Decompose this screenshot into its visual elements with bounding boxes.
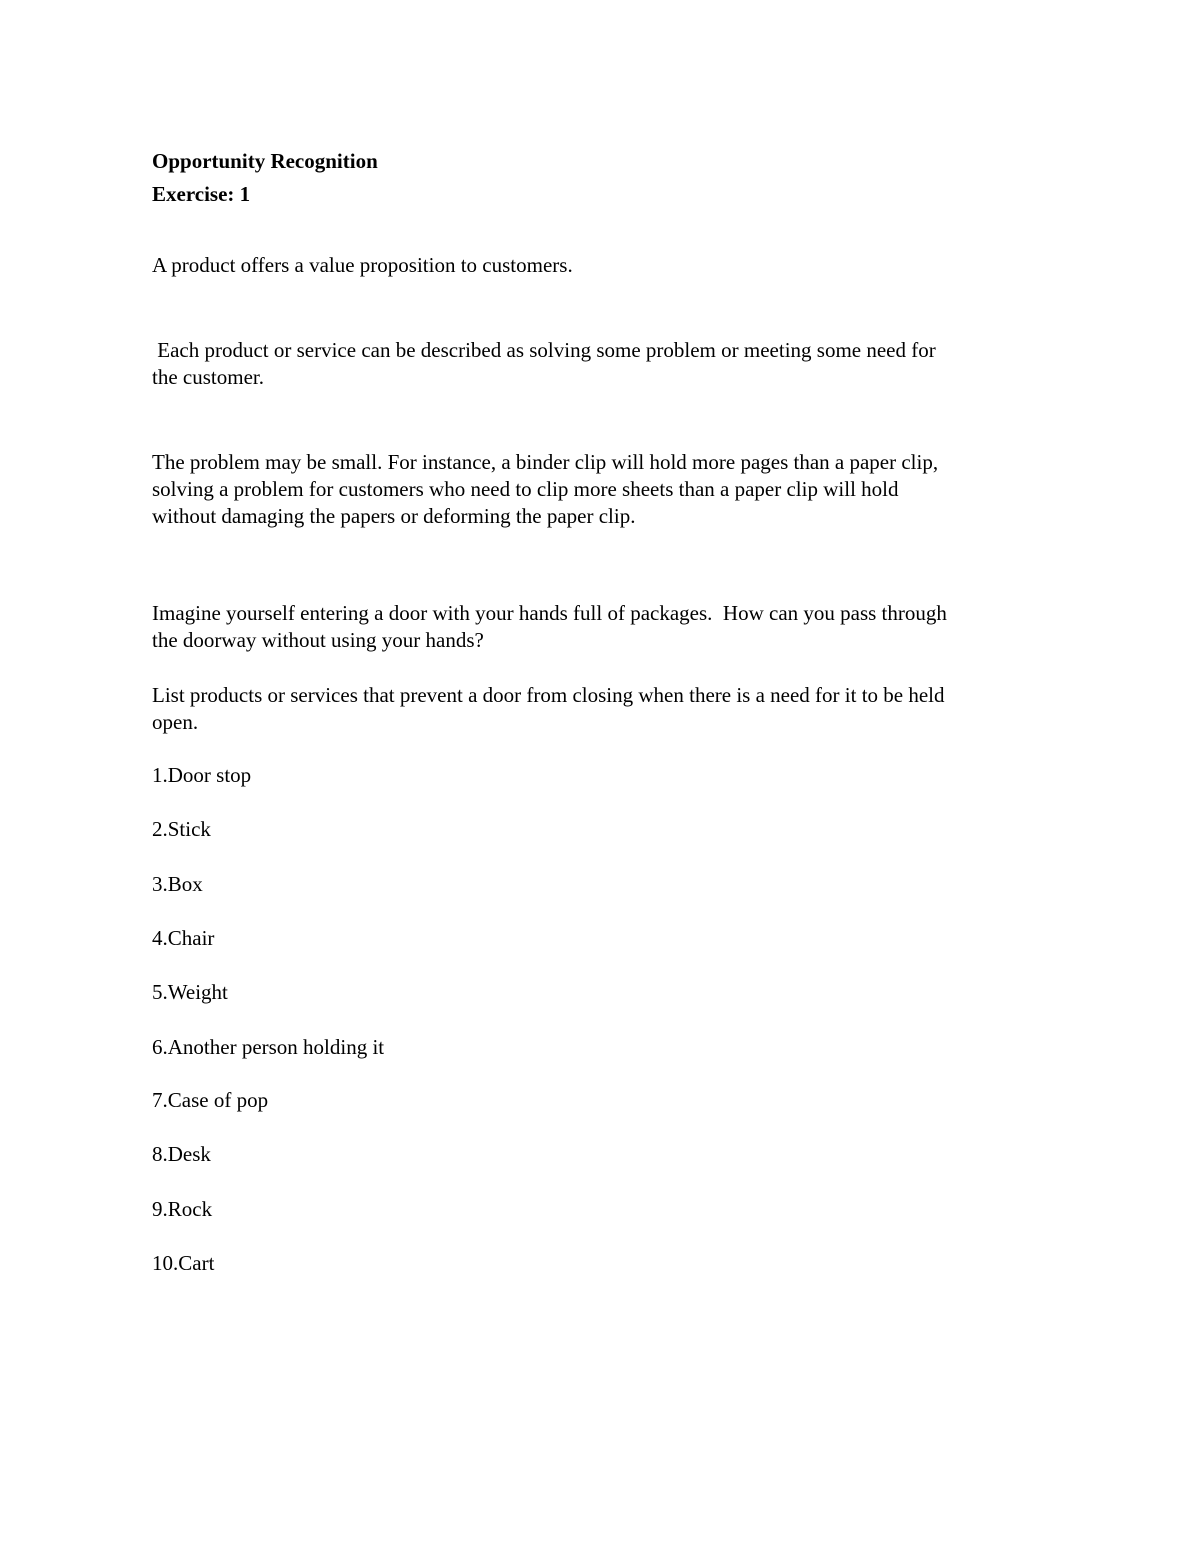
list-item: 10.Cart bbox=[152, 1251, 215, 1275]
paragraph-binder-clip-line-3: without damaging the papers or deforming the paper clip. bbox=[152, 504, 636, 528]
exercise-label: Exercise: 1 bbox=[152, 182, 251, 206]
list-item: 2.Stick bbox=[152, 817, 211, 841]
list-item: 4.Chair bbox=[152, 926, 215, 950]
paragraph-binder-clip-line-2: solving a problem for customers who need to clip more sheets than a paper clip will hold bbox=[152, 477, 899, 501]
paragraph-door-line-2: the doorway without using your hands? bbox=[152, 628, 484, 652]
list-item: 6.Another person holding it bbox=[152, 1035, 385, 1059]
paragraph-problem-line-1: Each product or service can be described as solving some problem or meeting some need for bbox=[152, 338, 936, 362]
paragraph-problem-line-2: the customer. bbox=[152, 365, 264, 389]
list-item: 7.Case of pop bbox=[152, 1088, 269, 1112]
list-item: 1.Door stop bbox=[152, 763, 252, 787]
paragraph-binder-clip-line-1: The problem may be small. For instance, a binder clip will hold more pages than a paper clip, bbox=[152, 450, 939, 474]
list-item: 9.Rock bbox=[152, 1197, 213, 1221]
paragraph-list-prompt-line-2: open. bbox=[152, 710, 199, 734]
list-item: 8.Desk bbox=[152, 1142, 211, 1166]
list-item: 3.Box bbox=[152, 872, 203, 896]
paragraph-door-line-1: Imagine yourself entering a door with your hands full of packages. How can you pass through bbox=[152, 601, 947, 625]
list-item: 5.Weight bbox=[152, 980, 228, 1004]
document-title: Opportunity Recognition bbox=[152, 149, 378, 173]
paragraph-list-prompt-line-1: List products or services that prevent a door from closing when there is a need for it to be held bbox=[152, 683, 945, 707]
paragraph-value-proposition: A product offers a value proposition to customers. bbox=[152, 253, 573, 277]
